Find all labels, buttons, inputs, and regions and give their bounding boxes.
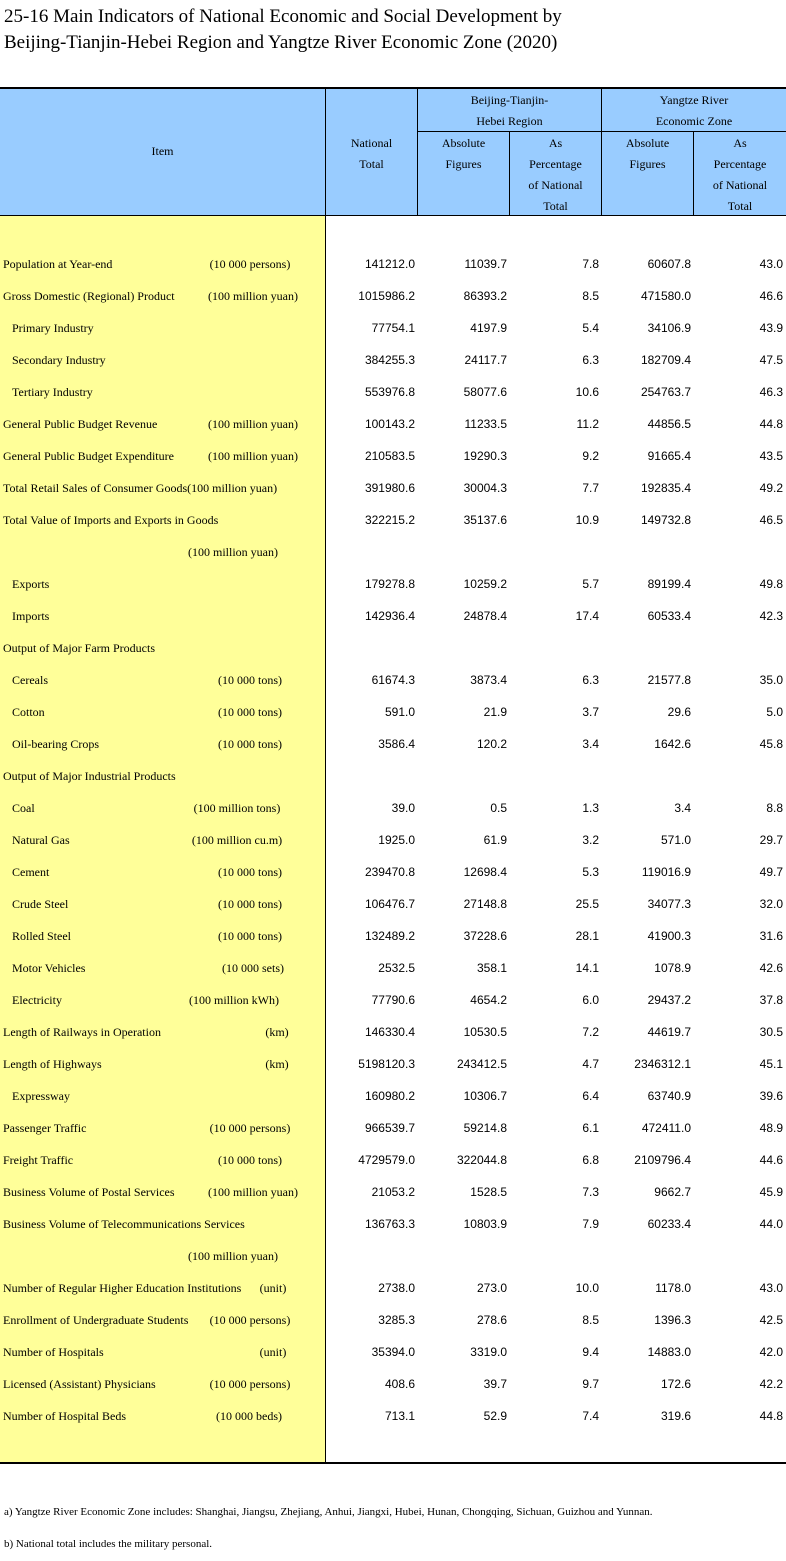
row-label: Coal	[12, 801, 35, 815]
row-value: 45.8	[759, 737, 783, 751]
row-value: 142936.4	[364, 609, 415, 623]
table-row	[0, 504, 786, 536]
row-value: 49.8	[759, 577, 783, 591]
table-row	[0, 1176, 786, 1208]
table-row	[0, 1016, 786, 1048]
row-value: 42.6	[759, 961, 783, 975]
table-row	[0, 984, 786, 1016]
row-value: 254763.7	[640, 385, 691, 399]
row-unit: (100 million yuan)	[188, 545, 278, 559]
row-unit: (10 000 tons)	[218, 737, 282, 751]
row-value: 6.0	[582, 993, 599, 1007]
row-value: 2532.5	[378, 961, 415, 975]
table-row	[0, 440, 786, 472]
footnote-b: b) National total includes the military personal.	[4, 1538, 213, 1550]
row-unit: (100 million yuan)	[208, 289, 298, 303]
table-row	[0, 1304, 786, 1336]
row-label: Primary Industry	[12, 321, 94, 335]
table-row	[0, 1400, 786, 1432]
row-value: 63740.9	[647, 1089, 691, 1103]
row-value: 42.2	[759, 1377, 783, 1391]
indicators-table	[0, 87, 786, 1464]
row-value: 29437.2	[647, 993, 691, 1007]
table-row	[0, 472, 786, 504]
row-value: 46.5	[759, 513, 783, 527]
row-value: 37.8	[759, 993, 783, 1007]
title-line-1: 25-16 Main Indicators of National Economic and Social Development by	[4, 6, 562, 27]
row-value: 77790.6	[371, 993, 415, 1007]
header-bth-absolute: Absolute Figures	[441, 136, 486, 171]
row-value: 4654.2	[470, 993, 507, 1007]
table-row	[0, 1112, 786, 1144]
table-row	[0, 1336, 786, 1368]
row-value: 14883.0	[647, 1345, 691, 1359]
row-label: Enrollment of Undergraduate Students	[3, 1313, 189, 1327]
row-value: 179278.8	[364, 577, 415, 591]
row-value: 24878.4	[463, 609, 507, 623]
table-row	[0, 1048, 786, 1080]
row-value: 44.6	[759, 1153, 783, 1167]
row-value: 149732.8	[640, 513, 691, 527]
header-yrez-absolute: Absolute Figures	[625, 136, 670, 171]
row-value: 0.5	[490, 801, 507, 815]
table-row	[0, 280, 786, 312]
row-value: 11233.5	[464, 417, 507, 431]
row-value: 29.6	[667, 705, 691, 719]
row-value: 34106.9	[647, 321, 691, 335]
row-value: 47.5	[759, 353, 783, 367]
row-value: 5.4	[582, 321, 599, 335]
row-value: 319.6	[660, 1409, 691, 1423]
row-value: 32.0	[759, 897, 783, 911]
row-value: 9.4	[582, 1345, 599, 1359]
row-unit: (km)	[265, 1025, 289, 1039]
row-value: 42.0	[759, 1345, 783, 1359]
row-value: 4197.9	[470, 321, 507, 335]
row-value: 1396.3	[654, 1313, 691, 1327]
row-label: Output of Major Farm Products	[3, 641, 155, 655]
row-unit: (unit)	[259, 1345, 287, 1359]
row-value: 1078.9	[654, 961, 691, 975]
row-value: 41900.3	[647, 929, 691, 943]
row-value: 6.4	[582, 1089, 599, 1103]
row-value: 384255.3	[364, 353, 415, 367]
row-label: Secondary Industry	[12, 353, 106, 367]
row-value: 60533.4	[647, 609, 691, 623]
row-value: 1178.0	[655, 1281, 691, 1295]
row-value: 146330.4	[364, 1025, 415, 1039]
row-label: Population at Year-end	[3, 257, 113, 271]
row-unit: (10 000 persons)	[209, 1377, 291, 1391]
row-value: 322215.2	[364, 513, 415, 527]
row-value: 5.3	[582, 865, 599, 879]
row-value: 966539.7	[364, 1121, 415, 1135]
row-value: 10259.2	[463, 577, 507, 591]
row-label: Cement	[12, 865, 50, 879]
row-value: 28.1	[575, 929, 599, 943]
row-value: 136763.3	[364, 1217, 415, 1231]
row-value: 39.0	[391, 801, 415, 815]
table-row	[0, 536, 786, 568]
row-unit: (10 000 sets)	[222, 961, 284, 975]
table-row	[0, 1272, 786, 1304]
row-label: Motor Vehicles	[12, 961, 86, 975]
row-label: Natural Gas	[12, 833, 70, 847]
row-value: 43.9	[759, 321, 783, 335]
row-value: 106476.7	[364, 897, 415, 911]
row-value: 132489.2	[364, 929, 415, 943]
table-row	[0, 696, 786, 728]
row-value: 1528.5	[470, 1185, 507, 1199]
row-value: 6.8	[582, 1153, 599, 1167]
table-row	[0, 1240, 786, 1272]
row-value: 358.1	[476, 961, 507, 975]
table-row	[0, 920, 786, 952]
row-unit: (100 million cu.m)	[191, 833, 283, 847]
row-label: Length of Railways in Operation	[3, 1025, 161, 1039]
row-unit: (10 000 tons)	[218, 1153, 282, 1167]
row-value: 60233.4	[647, 1217, 691, 1231]
table-row	[0, 1368, 786, 1400]
row-value: 172.6	[660, 1377, 691, 1391]
table-row	[0, 824, 786, 856]
table-row	[0, 312, 786, 344]
row-value: 1015986.2	[358, 289, 415, 303]
row-value: 5.0	[766, 705, 783, 719]
row-label: Expressway	[12, 1089, 70, 1103]
row-value: 21053.2	[371, 1185, 415, 1199]
table-row	[0, 760, 786, 792]
row-value: 19290.3	[463, 449, 507, 463]
row-value: 10.9	[575, 513, 599, 527]
header-item: Item	[151, 144, 174, 158]
row-value: 7.2	[582, 1025, 599, 1039]
row-value: 7.9	[582, 1217, 599, 1231]
row-value: 59214.8	[463, 1121, 507, 1135]
row-value: 11.2	[576, 417, 599, 431]
row-value: 46.6	[759, 289, 783, 303]
row-value: 10803.9	[463, 1217, 507, 1231]
row-label: General Public Budget Expenditure	[3, 449, 174, 463]
row-unit: (10 000 tons)	[218, 673, 282, 687]
row-value: 61.9	[483, 833, 507, 847]
table-row	[0, 248, 786, 280]
table-row	[0, 632, 786, 664]
row-value: 408.6	[384, 1377, 415, 1391]
title-line-2: Beijing-Tianjin-Hebei Region and Yangtze River Economic Zone (2020)	[4, 32, 558, 53]
row-label: Business Volume of Postal Services	[3, 1185, 175, 1199]
row-value: 10306.7	[463, 1089, 507, 1103]
table-row	[0, 1080, 786, 1112]
row-value: 21.9	[483, 705, 507, 719]
row-value: 322044.8	[456, 1153, 507, 1167]
row-value: 37228.6	[463, 929, 507, 943]
row-unit: (10 000 tons)	[218, 897, 282, 911]
row-value: 39.6	[759, 1089, 783, 1103]
row-value: 10.0	[575, 1281, 599, 1295]
row-label: Number of Hospitals	[3, 1345, 104, 1359]
row-label: Cotton	[12, 705, 45, 719]
table-row	[0, 728, 786, 760]
header-yrez-percent: As Percentage of National Total	[712, 136, 768, 213]
row-label: Crude Steel	[12, 897, 69, 911]
row-label: Business Volume of Telecommunications Services	[3, 1217, 245, 1231]
row-label: Total Value of Imports and Exports in Goods	[3, 513, 219, 527]
row-value: 5198120.3	[358, 1057, 415, 1071]
row-unit: (100 million yuan)	[208, 1185, 298, 1199]
row-label: Electricity	[12, 993, 62, 1007]
row-value: 58077.6	[463, 385, 507, 399]
row-value: 8.5	[582, 289, 599, 303]
header-yangtze-zone: Yangtze River Economic Zone	[655, 93, 733, 128]
table-row	[0, 888, 786, 920]
row-value: 8.8	[766, 801, 783, 815]
row-value: 43.0	[759, 1281, 783, 1295]
row-value: 4729579.0	[358, 1153, 415, 1167]
row-unit: (100 million tons)	[193, 801, 281, 815]
row-value: 61674.3	[371, 673, 415, 687]
row-value: 3.4	[674, 801, 691, 815]
table-row	[0, 792, 786, 824]
row-label: Oil-bearing Crops	[12, 737, 99, 751]
table-row	[0, 856, 786, 888]
row-value: 42.5	[759, 1313, 783, 1327]
row-value: 6.3	[582, 353, 599, 367]
row-value: 3.4	[582, 737, 599, 751]
row-value: 24117.7	[464, 353, 507, 367]
row-value: 120.2	[476, 737, 507, 751]
row-label: Output of Major Industrial Products	[3, 769, 176, 783]
row-value: 35137.6	[463, 513, 507, 527]
row-value: 3.2	[582, 833, 599, 847]
row-value: 2109796.4	[634, 1153, 691, 1167]
row-value: 6.3	[582, 673, 599, 687]
header-bth-region: Beijing-Tianjin- Hebei Region	[470, 93, 549, 128]
header-bth-percent: As Percentage of National Total	[528, 136, 583, 213]
row-value: 30004.3	[463, 481, 507, 495]
row-value: 48.9	[759, 1121, 783, 1135]
row-value: 3.7	[582, 705, 599, 719]
row-value: 52.9	[483, 1409, 507, 1423]
row-unit: (100 million yuan)	[208, 449, 298, 463]
row-label: Gross Domestic (Regional) Product	[3, 289, 175, 303]
row-value: 1925.0	[378, 833, 415, 847]
row-value: 391980.6	[364, 481, 415, 495]
row-unit: (10 000 beds)	[216, 1409, 282, 1423]
row-value: 239470.8	[364, 865, 415, 879]
row-value: 5.7	[582, 577, 599, 591]
row-value: 44619.7	[647, 1025, 691, 1039]
row-unit: (10 000 tons)	[218, 865, 282, 879]
row-value: 2346312.1	[634, 1057, 691, 1071]
row-value: 34077.3	[647, 897, 691, 911]
row-value: 9.7	[582, 1377, 599, 1391]
row-value: 31.6	[759, 929, 783, 943]
table-row	[0, 344, 786, 376]
row-value: 7.4	[582, 1409, 599, 1423]
row-value: 44.0	[759, 1217, 783, 1231]
row-value: 49.7	[759, 865, 783, 879]
row-value: 44.8	[759, 1409, 783, 1423]
row-value: 8.5	[582, 1313, 599, 1327]
row-value: 25.5	[575, 897, 599, 911]
row-value: 35394.0	[371, 1345, 415, 1359]
row-value: 29.7	[759, 833, 783, 847]
row-value: 3285.3	[378, 1313, 415, 1327]
row-value: 21577.8	[647, 673, 691, 687]
table-row	[0, 1208, 786, 1240]
row-value: 89199.4	[647, 577, 691, 591]
row-value: 100143.2	[364, 417, 415, 431]
row-value: 571.0	[660, 833, 691, 847]
row-label: Length of Highways	[3, 1057, 102, 1071]
row-unit: (100 million yuan)	[208, 417, 298, 431]
row-value: 472411.0	[641, 1121, 691, 1135]
row-label: General Public Budget Revenue	[3, 417, 158, 431]
row-value: 44.8	[759, 417, 783, 431]
row-value: 30.5	[759, 1025, 783, 1039]
row-value: 4.7	[582, 1057, 599, 1071]
row-value: 39.7	[483, 1377, 507, 1391]
table-row	[0, 568, 786, 600]
row-value: 10.6	[575, 385, 599, 399]
row-value: 591.0	[384, 705, 415, 719]
row-label: Tertiary Industry	[12, 385, 93, 399]
row-unit: (10 000 tons)	[218, 929, 282, 943]
row-value: 77754.1	[371, 321, 415, 335]
row-label: Licensed (Assistant) Physicians	[3, 1377, 156, 1391]
row-value: 278.6	[476, 1313, 507, 1327]
row-value: 3319.0	[470, 1345, 507, 1359]
row-label: Number of Regular Higher Education Institutions	[3, 1281, 242, 1295]
row-value: 49.2	[759, 481, 783, 495]
row-label: Cereals	[12, 673, 48, 687]
row-value: 86393.2	[463, 289, 507, 303]
row-value: 7.8	[582, 257, 599, 271]
row-unit: (10 000 persons)	[209, 1121, 291, 1135]
row-value: 44856.5	[647, 417, 691, 431]
row-value: 14.1	[575, 961, 599, 975]
row-value: 43.5	[759, 449, 783, 463]
table-bottom-line	[0, 1462, 786, 1464]
row-value: 12698.4	[463, 865, 507, 879]
row-value: 11039.7	[464, 257, 507, 271]
row-label: Rolled Steel	[12, 929, 71, 943]
row-value: 192835.4	[640, 481, 691, 495]
row-value: 553976.8	[364, 385, 415, 399]
row-value: 3586.4	[378, 737, 415, 751]
row-label: Passenger Traffic	[3, 1121, 87, 1135]
row-value: 27148.8	[463, 897, 507, 911]
page-title	[4, 4, 784, 56]
row-value: 6.1	[582, 1121, 599, 1135]
row-unit: (100 million kWh)	[189, 993, 279, 1007]
row-value: 17.4	[575, 609, 599, 623]
row-value: 9662.7	[654, 1185, 691, 1199]
row-value: 2738.0	[378, 1281, 415, 1295]
row-unit: (10 000 persons)	[209, 257, 291, 271]
row-label: Exports	[12, 577, 50, 591]
row-value: 7.7	[582, 481, 599, 495]
row-unit: (km)	[265, 1057, 289, 1071]
row-value: 3873.4	[470, 673, 507, 687]
row-value: 1.3	[582, 801, 599, 815]
header-national-total: National Total	[350, 136, 393, 171]
row-value: 182709.4	[640, 353, 691, 367]
footnote-a: a) Yangtze River Economic Zone includes: Shanghai, Jiangsu, Zhejiang, Anhui, Jiangxi, Hubei, Hunan, Chongqing, Sichuan, Guizhou and Yunnan.	[4, 1506, 653, 1518]
row-label: Total Retail Sales of Consumer Goods(100 million yuan)	[3, 481, 278, 495]
row-value: 243412.5	[456, 1057, 507, 1071]
header-bottom-line	[0, 215, 786, 216]
table-row	[0, 664, 786, 696]
row-unit: (100 million yuan)	[188, 1249, 278, 1263]
row-value: 471580.0	[640, 289, 691, 303]
row-value: 91665.4	[647, 449, 691, 463]
row-value: 210583.5	[364, 449, 415, 463]
row-value: 45.1	[759, 1057, 783, 1071]
row-label: Freight Traffic	[3, 1153, 74, 1167]
row-value: 42.3	[759, 609, 783, 623]
row-value: 10530.5	[463, 1025, 507, 1039]
row-value: 273.0	[476, 1281, 507, 1295]
row-value: 45.9	[759, 1185, 783, 1199]
row-value: 141212.0	[364, 257, 415, 271]
row-unit: (10 000 persons)	[209, 1313, 291, 1327]
row-value: 7.3	[582, 1185, 599, 1199]
row-unit: (unit)	[259, 1281, 287, 1295]
row-value: 9.2	[582, 449, 599, 463]
row-label: Imports	[12, 609, 50, 623]
table-row	[0, 376, 786, 408]
row-value: 160980.2	[364, 1089, 415, 1103]
table-row	[0, 952, 786, 984]
row-value: 60607.8	[647, 257, 691, 271]
row-value: 119016.9	[641, 865, 691, 879]
table-row	[0, 408, 786, 440]
row-value: 713.1	[384, 1409, 415, 1423]
row-value: 43.0	[759, 257, 783, 271]
table-row	[0, 1144, 786, 1176]
row-value: 35.0	[759, 673, 783, 687]
row-label: Number of Hospital Beds	[3, 1409, 126, 1423]
row-unit: (10 000 tons)	[218, 705, 282, 719]
row-value: 46.3	[759, 385, 783, 399]
table-row	[0, 600, 786, 632]
row-value: 1642.6	[654, 737, 691, 751]
